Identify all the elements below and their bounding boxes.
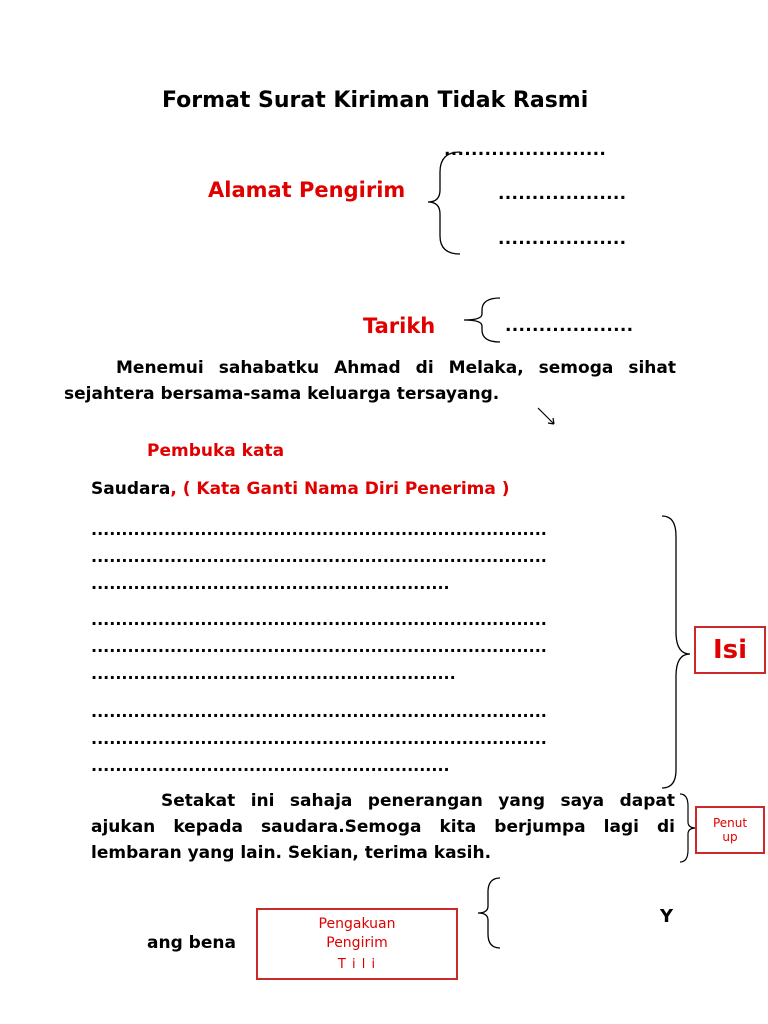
body-paragraph-2: [91, 606, 669, 687]
date-brace: [458, 296, 504, 344]
isi-brace: [660, 514, 696, 790]
address-line-2: ...................: [498, 184, 627, 204]
greeting-paragraph: Menemui sahabatku Ahmad di Melaka, semoga sihat sejahtera bersama-sama keluarga tersayang.: [64, 358, 676, 404]
pengakuan-brace: [476, 876, 504, 950]
pengakuan-label: Pengakuan Pengirim: [318, 916, 396, 951]
date-line: ...................: [505, 316, 634, 336]
body-dot-line: ...........................................................................: [91, 610, 547, 629]
body-dot-line: ...........................................................: [91, 574, 450, 593]
date-label: Tarikh: [363, 314, 436, 338]
body-dot-line: ...........................................................................: [91, 702, 547, 721]
body-dot-line: ...........................................................: [91, 756, 450, 775]
signoff-text: ang bena: [147, 933, 236, 953]
salutation-line: [91, 479, 510, 499]
body-dot-line: ...........................................................................: [91, 729, 547, 748]
body-paragraph-1: [91, 516, 669, 597]
body-dot-line: ............................................................: [91, 664, 456, 683]
address-brace: [424, 150, 464, 260]
closing-paragraph: Setakat ini sahaja penerangan yang saya dapat ajukan kepada saudara.Semoga kita berjumpa lagi di lembaran yang lain. Sekian, terima kasih.: [91, 791, 675, 863]
body-paragraph-3: [91, 698, 669, 779]
isi-box: [694, 626, 766, 674]
salutation: Saudara: [91, 479, 171, 499]
isi-label: Isi: [712, 635, 748, 665]
body-dot-line: ...........................................................................: [91, 637, 547, 656]
pointer-arrow: [536, 406, 560, 430]
address-line-1: ........................: [444, 140, 607, 160]
pengakuan-cut-text: T i l i: [337, 957, 377, 972]
penutup-box: [695, 806, 765, 854]
page-title: Format Surat Kiriman Tidak Rasmi: [162, 88, 589, 113]
salutation-note: , ( Kata Ganti Nama Diri Penerima ): [170, 479, 510, 499]
opening-label: Pembuka kata: [147, 441, 285, 461]
pengakuan-box: [256, 908, 458, 980]
body-dot-line: ...........................................................................: [91, 520, 547, 539]
address-line-3: ...................: [498, 229, 627, 249]
penutup-label: Penut up: [712, 816, 748, 844]
address-label: Alamat Pengirim: [208, 178, 406, 202]
signoff-letter: Y: [660, 906, 674, 927]
body-dot-line: ...........................................................................: [91, 547, 547, 566]
